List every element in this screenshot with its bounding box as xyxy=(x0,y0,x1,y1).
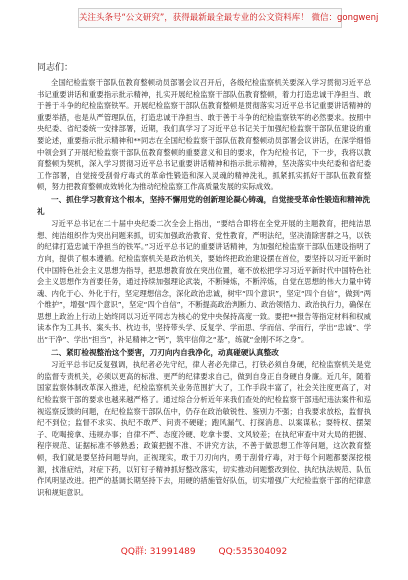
document-body xyxy=(37,62,371,542)
paragraph-section-2: 习近平总书记反复强调，执纪者必先守纪，律人者必先律己，打铁必须自身硬，纪检监察机关是党的监督专责机关，必须以更高的标准、更严的纪律要求自己，做到自身正自身硬自身廉。近几年，随着国家监察体制改革深入推进，纪检监察机关业务范围扩大了，工作手段丰富了，社会关注度更高了，对纪检监察干部的要求也越来越严格了。通过综合分析近年来我们查处的纪检监察干部违纪违法案件和巡视巡察反馈的问题，在纪检监察干部队伍中，仍存在政治敏锐性、鉴别力不强；自我要求放松，监督执纪不到位；监督不求实、执纪不敢严、问责不硬碰；跑风漏气、打探消息、以案谋私；耍特权、摆架子、吃喝接拿、违规办事；自律不严、态度冷硬、吃拿卡要、文风较差；在执纪审查中对大局的把握、程序规范、证据标准不够熟悉；政策把握不准、不讲究方法，不善于做思想工作等问题，这次教育整顿，我们就是要坚持问题导向，正视现实，敢于刀刃向内，勇于刮骨疗毒，对于每个问题都要深挖根源，找准症结，对症下药，以钉钉子精神抓好整改落实，切实推动问题整改到位、执纪执法规范、队伍作风明显改进。把严的基调长期坚持下去，用硬的措施管好队伍，切实增强广大纪检监察干部的纪律意识和规矩意识。 xyxy=(37,360,371,497)
footer-qq: QQ:535304092 xyxy=(218,547,288,557)
section-heading-2: 二、紧盯检视整治这个要害，刀刃向内自我净化，动真碰硬认真整改 xyxy=(51,347,279,357)
salutation: 同志们： xyxy=(37,63,74,73)
paragraph-intro: 全国纪检监察干部队伍教育整顿动员部署会议召开后，各级纪检监察机关要深入学习贯彻习近平总书记重要讲话和重要指示批示精神，扎实开展纪检监察干部队伍教育整顿，着力打造忠诚干净担当、敢于善于斗争的纪检监察铁军。开展纪检监察干部队伍教育整顿是贯彻落实习近平总书记重要讲话精神的重要举措，也是从严管理队伍，打造忠诚干净担当、敢于善于斗争的纪检监察铁军的必然要求。按照中央纪委、省纪委统一安排部署，近期，我们真学习了习近平总书记关于加强纪检监察干部队伍建设的重要论述，重要指示批示精神和**同志在全国纪检监察干部队伍教育整顿动员部署会议讲话，在深学细悟中领会到了开展纪检监察干部队伍教育整顿的重要意义和目的要求，作为纪检书记，下一步，我将以教育整顿为契机，深入学习贯彻习近平总书记重要讲话精神和指示批示精神，坚决落实中央纪委和省纪委工作部署，自觉接受刮骨疗毒式的革命性锻造和深入灵魂的精神洗礼，抓紧抓实抓好干部队伍教育整顿，努力把教育整顿成效转化为推动纪检监察工作高质量发展的实际成效。 xyxy=(37,78,371,192)
section-heading-1: 一、抓住学习教育这个根本，坚持不懈用党的创新理论凝心铸魂，自觉接受革命性锻造和精神洗礼 xyxy=(37,194,370,216)
paragraph-section-1: 习近平总书记在二十届中央纪委二次全会上指出，“要结合即将在全党开展的主题教育，把纯洁思想、纯洁组织作为突出问题来抓，切实加强政治教育、党性教育，严明法纪，坚决清除害群之马，以铁的纪律打造忠诚干净担当的铁军。”习近平总书记的重要讲话精神，为加强纪检监察干部队伍建设指明了方向，提供了根本遵循。纪检监察机关是政治机关，要始终把政治建设摆在首位，要坚持以习近平新时代中国特色社会主义思想为指导，把思想教育放在突出位置，毫不放松把学习习近平新时代中国特色社会主义思想作为首要任务，通过持续加强理论武装，不断锤炼，不断淬炼，自觉在思想的伟大力量中铸魂、内化于心、外化于行，坚定理想信念，深化政治忠诚，树牢“四个意识”，坚定“四个自信”，做到“两个维护”，增强“四个意识”，坚定“四个自信”，不断提高政治判断力、政治领悟力、政治执行力，确保在思想上政治上行动上始终同以习近平同志为核心的党中央保持高度一致。要把**报告等指定材料和权威读本作为工具书、案头书、枕边书，坚持带头学、反复学、学而思、学而信、学而行，学出“忠诚”、学出“干净”、学出“担当”，补足精神之“钙”，筑牢信仰之“基”，练就“金刚不坏之身”。 xyxy=(37,219,371,345)
footer-qq-group: QQ群: 31991489 xyxy=(120,547,196,557)
header-banner: 关注头条号“公文研究”，获得最新最全最专业的公文资料库！ 微信：gongwenj xyxy=(78,8,342,28)
footer-contact xyxy=(0,546,408,558)
